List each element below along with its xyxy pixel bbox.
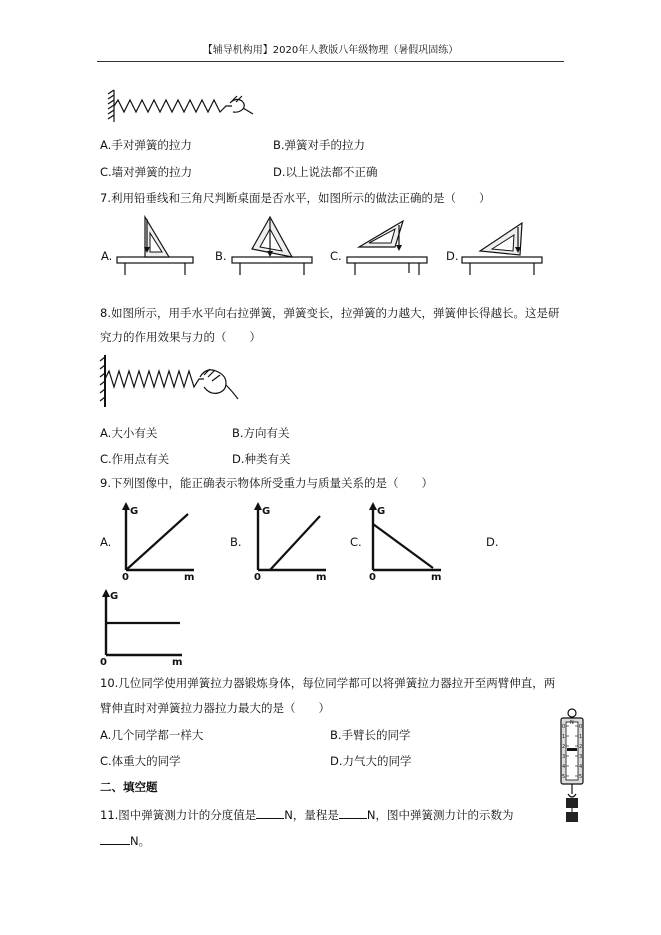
q11-part4: N。 xyxy=(130,834,151,848)
meter-right-1: 1 xyxy=(579,734,583,740)
q8-option-d: D.种类有关 xyxy=(232,452,291,466)
q11-line1 xyxy=(100,806,514,822)
q9-graph-c xyxy=(365,500,447,583)
q7-figure-a xyxy=(115,215,195,275)
q9-graph-a-line xyxy=(126,514,188,570)
q7-figure-c xyxy=(345,215,430,275)
q9-label-c: C. xyxy=(350,535,362,549)
q7-label-a: A. xyxy=(101,249,113,263)
q9-graph-b xyxy=(250,500,332,583)
q9-graph-b-y-label: G xyxy=(262,506,271,517)
q10-option-b: B.手臂长的同学 xyxy=(330,728,411,742)
q9-label-b: B. xyxy=(230,535,242,549)
spring-scale-figure xyxy=(555,708,589,826)
q8-spring-figure xyxy=(100,355,240,413)
meter-left-3: 3 xyxy=(562,754,566,760)
q8-option-b: B.方向有关 xyxy=(232,426,290,440)
page-header: 【辅导机构用】2020年人教版八年级物理（暑假巩固练） xyxy=(202,45,459,56)
q9-graph-c-line xyxy=(373,524,433,568)
meter-right-3: 3 xyxy=(579,754,583,760)
q7-figure-d xyxy=(460,215,545,275)
q9-graph-d-origin: 0 xyxy=(100,657,107,668)
q10-option-c: C.体重大的同学 xyxy=(100,754,181,768)
q9-graph-d-x-label: m xyxy=(172,657,183,668)
q9-graph-a-origin: 0 xyxy=(122,572,129,583)
meter-left-5: 5 xyxy=(562,774,566,780)
q9-graph-c-origin: 0 xyxy=(369,572,376,583)
q11-part2: N，量程是 xyxy=(284,808,339,822)
meter-right-0: 0 xyxy=(579,724,583,730)
q9-graph-d xyxy=(96,587,186,667)
q6-option-c: C.墙对弹簧的拉力 xyxy=(100,165,193,179)
header-rule xyxy=(97,61,564,62)
q9-label-a: A. xyxy=(100,535,112,549)
q9-graph-a xyxy=(118,500,200,583)
q10-option-a: A.几个同学都一样大 xyxy=(100,728,204,742)
q8-stem-line1: 8.如图所示，用手水平向右拉弹簧，弹簧变长，拉弹簧的力越大，弹簧伸长得越长。这是研 xyxy=(100,306,560,320)
q10-stem-line1: 10.几位同学使用弹簧拉力器锻炼身体，每位同学都可以将弹簧拉力器拉开至两臂伸直，两 xyxy=(100,676,556,690)
q9-graph-b-line xyxy=(270,516,320,570)
q9-label-d: D. xyxy=(486,535,499,549)
q9-graph-c-x-label: m xyxy=(431,572,442,583)
meter-left-2: 2 xyxy=(562,744,566,750)
q9-graph-a-y-label: G xyxy=(130,506,139,517)
q6-spring-figure xyxy=(108,88,253,130)
q8-option-a: A.大小有关 xyxy=(100,426,158,440)
q11-blank-reading[interactable] xyxy=(100,832,130,845)
q7-label-d: D. xyxy=(446,249,459,263)
q11-blank-range[interactable] xyxy=(339,806,367,819)
q7-label-c: C. xyxy=(330,249,342,263)
q10-option-d: D.力气大的同学 xyxy=(330,754,412,768)
meter-unit: N xyxy=(570,720,574,726)
q9-graph-c-y-label: G xyxy=(377,506,386,517)
q11-part1: 11.图中弹簧测力计的分度值是 xyxy=(100,808,257,822)
q11-line2 xyxy=(100,832,150,848)
q8-stem-line2: 究力的作用效果与力的（ ） xyxy=(100,330,261,344)
meter-right-5: 5 xyxy=(579,774,583,780)
meter-right-2: 2 xyxy=(579,744,583,750)
meter-left-0: 0 xyxy=(562,724,566,730)
q8-option-c: C.作用点有关 xyxy=(100,452,170,466)
q9-graph-d-y-label: G xyxy=(110,591,119,602)
q7-label-b: B. xyxy=(215,249,227,263)
q9-graph-b-x-label: m xyxy=(316,572,327,583)
q9-graph-a-x-label: m xyxy=(184,572,195,583)
q6-option-b: B.弹簧对手的拉力 xyxy=(273,138,366,152)
q6-option-a: A.手对弹簧的拉力 xyxy=(100,138,192,152)
meter-left-4: 4 xyxy=(562,764,566,770)
q9-graph-b-origin: 0 xyxy=(254,572,261,583)
q7-figure-b xyxy=(230,215,315,275)
q9-stem: 9.下列图像中，能正确表示物体所受重力与质量关系的是（ ） xyxy=(100,476,433,490)
meter-right-4: 4 xyxy=(579,764,583,770)
q10-stem-line2: 臂伸直时对弹簧拉力器拉力最大的是（ ） xyxy=(100,701,330,715)
q11-blank-division[interactable] xyxy=(256,806,284,819)
q11-part3: N，图中弹簧测力计的示数为 xyxy=(366,808,514,822)
q7-stem: 7.利用铅垂线和三角尺判断桌面是否水平，如图所示的做法正确的是（ ） xyxy=(100,191,491,205)
section-title: 二、填空题 xyxy=(100,780,158,794)
q6-option-d: D.以上说法都不正确 xyxy=(273,165,378,179)
meter-left-1: 1 xyxy=(562,734,566,740)
